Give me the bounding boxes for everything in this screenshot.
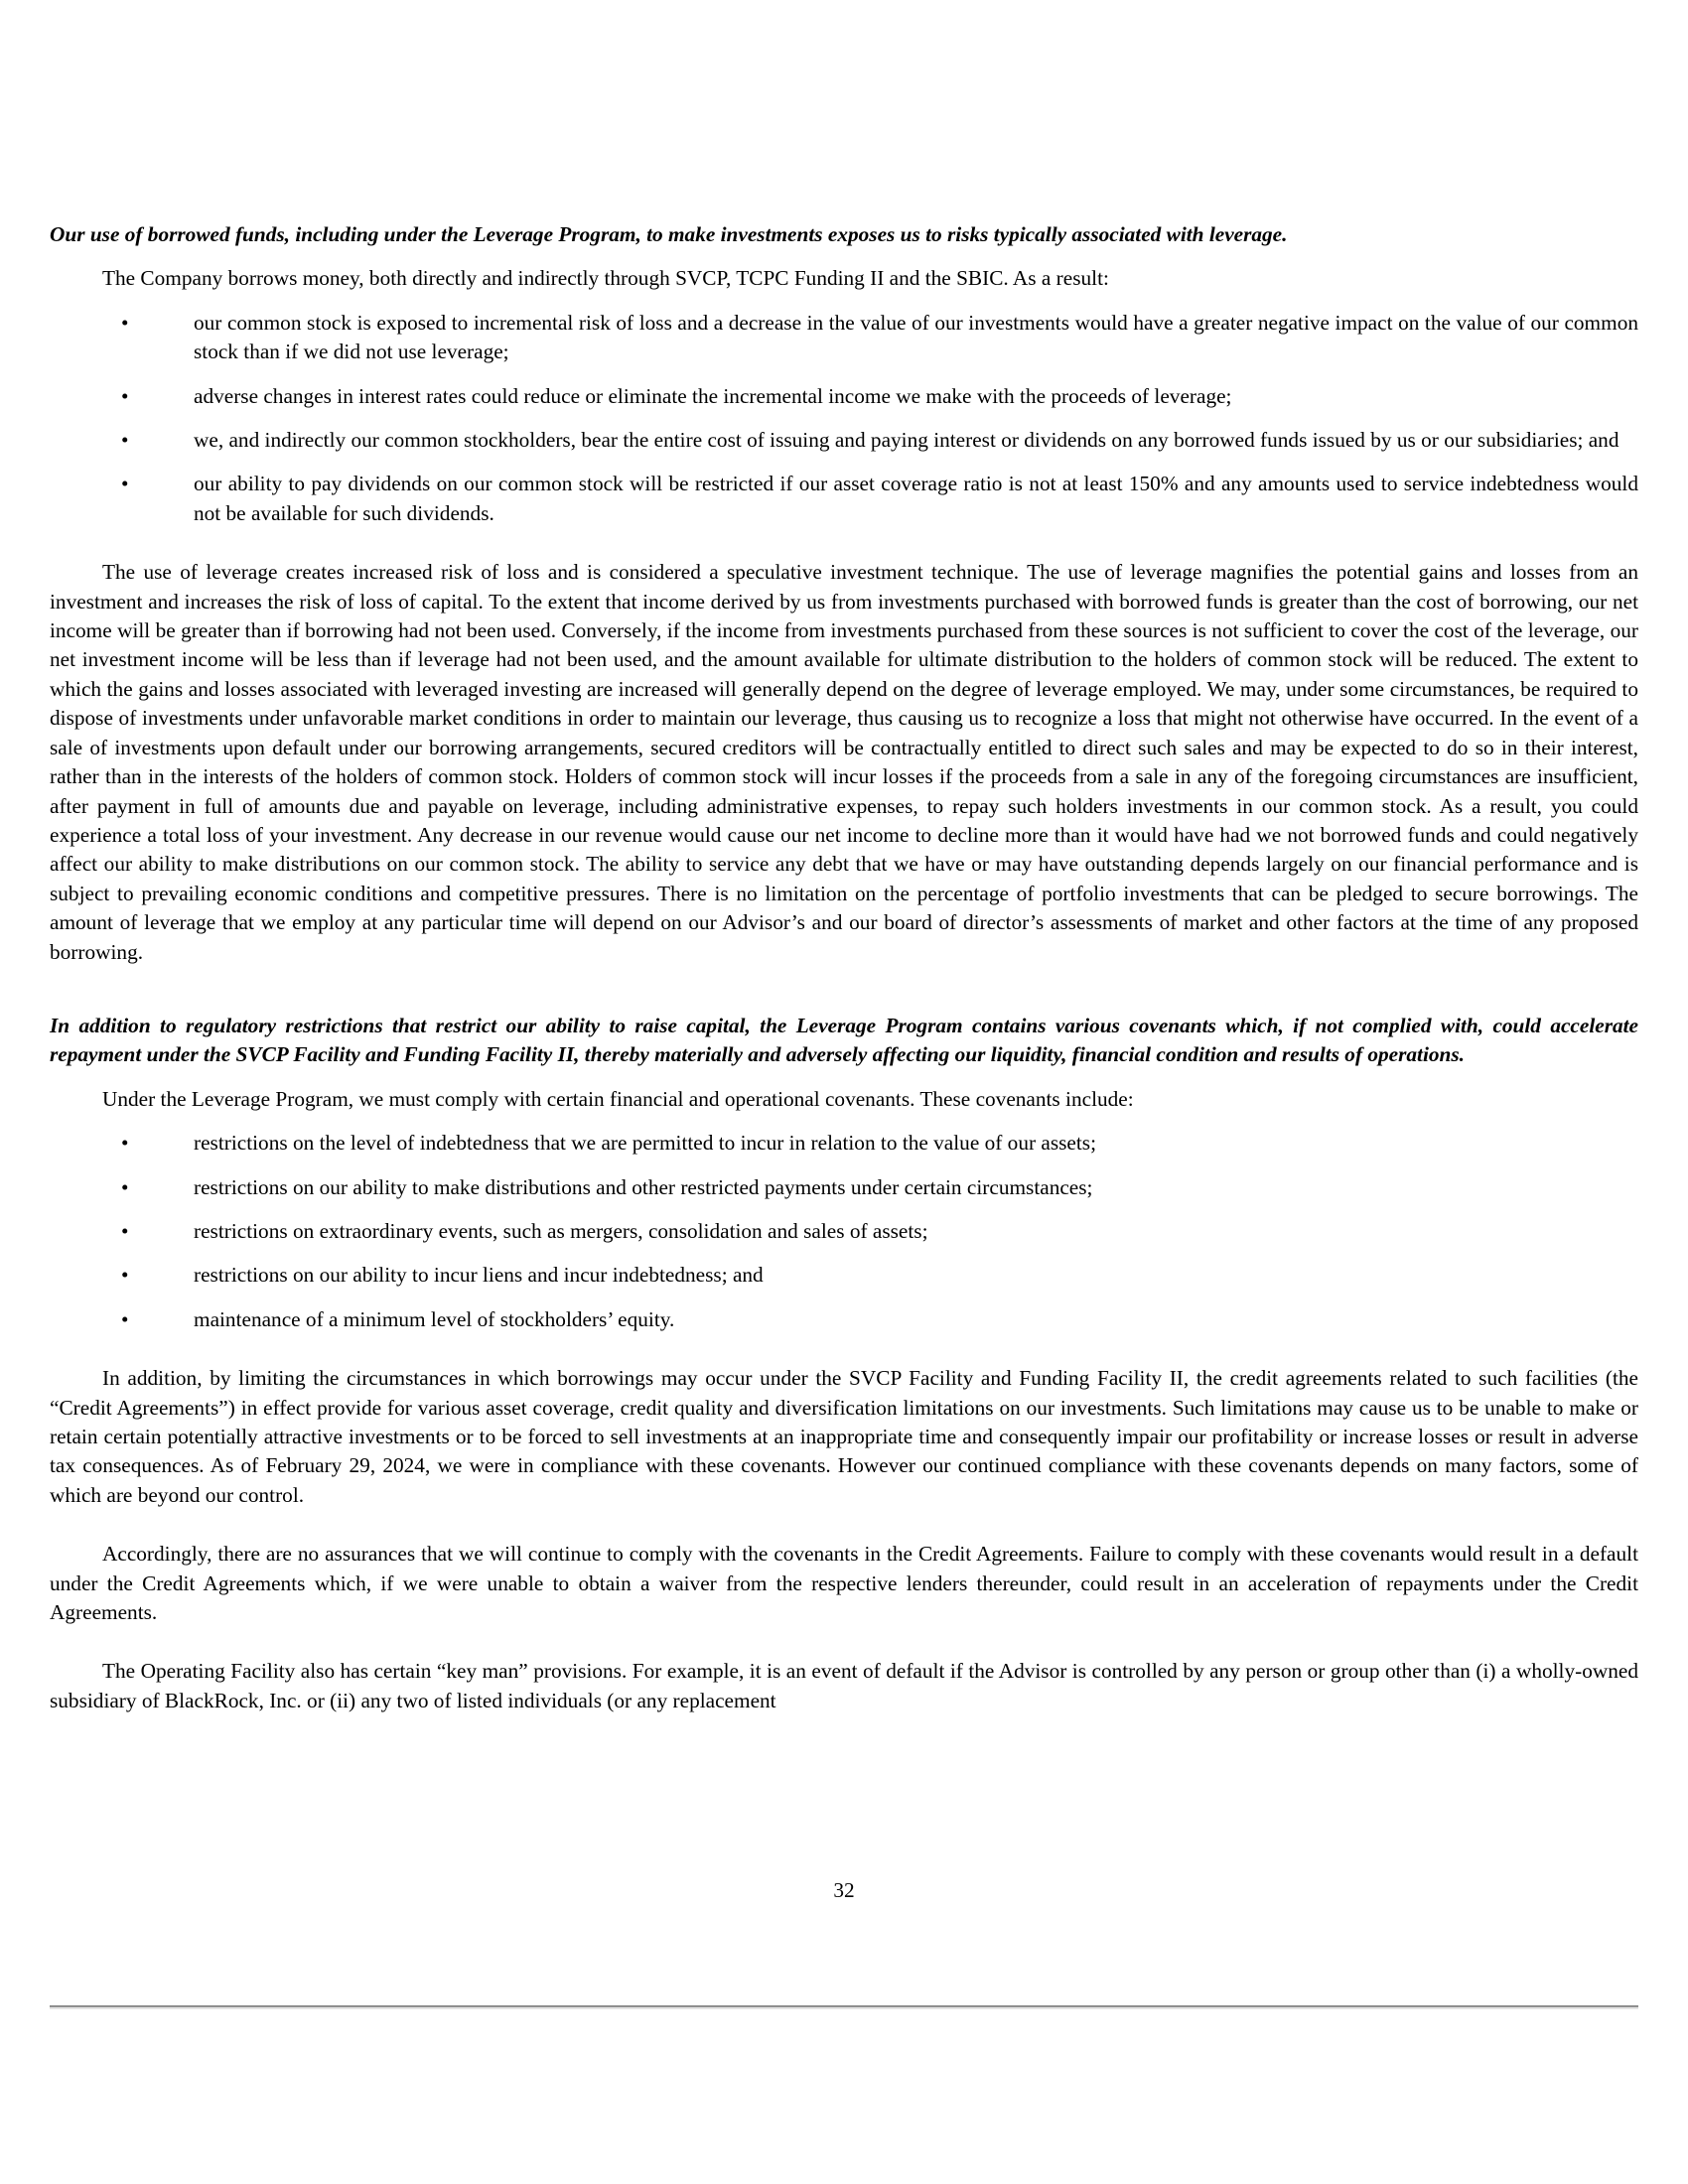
bullet-icon: • — [121, 472, 129, 496]
list-item — [50, 309, 1638, 367]
section-intro-paragraph: The Company borrows money, both directly and indirectly through SVCP, TCPC Funding II and the SBIC. As a result: — [102, 266, 1109, 291]
list-item-text: restrictions on our ability to make distributions and other restricted payments under certain circumstances; — [194, 1174, 1093, 1199]
leverage-risk-bullet-list — [50, 309, 1638, 528]
covenants-bullet-list — [50, 1129, 1638, 1334]
bullet-icon: • — [121, 310, 129, 335]
bullet-icon: • — [121, 1174, 129, 1199]
bullet-icon: • — [121, 1218, 129, 1243]
list-item — [50, 1217, 1638, 1246]
list-item — [50, 382, 1638, 411]
list-item-text: adverse changes in interest rates could reduce or eliminate the incremental income we make with the proceeds of leverage; — [194, 383, 1232, 408]
key-man-provisions-paragraph: The Operating Facility also has certain “key man” provisions. For example, it is an event of default if the Advisor is controlled by any person or group other than (i) a wholly-owned subsidiary of BlackRock, Inc. or (ii) any two of listed individuals (or any replacement — [50, 1659, 1638, 1712]
list-item — [50, 1261, 1638, 1290]
page-number: 32 — [833, 1878, 855, 1902]
document-page — [50, 220, 1638, 1715]
list-item — [50, 1173, 1638, 1202]
bullet-icon: • — [121, 1131, 129, 1156]
section-heading-covenants-risk: In addition to regulatory restrictions that restrict our ability to raise capital, the Leverage Program contains various covenants which, if not complied with, could accelerate repayment under the SVCP Facility and Funding Facility II, thereby materially and adversely affecting our liquidity, financial condition and results of operations. — [50, 1013, 1638, 1067]
list-item-text: restrictions on our ability to incur liens and incur indebtedness; and — [194, 1263, 764, 1288]
credit-agreements-paragraph: In addition, by limiting the circumstances in which borrowings may occur under the SVCP Facility and Funding Facility II, the credit agreements related to such facilities (the “Credit Agreements”) in effect provide for various asset coverage, credit quality and diversification limitations on our investments. Such limitations may cause us to be unable to make or retain certain potentially attractive investments or to be forced to sell investments at an inappropriate time and consequently impair our profitability or increase losses or result in adverse tax consequences. As of February 29, 2024, we were in compliance with these covenants. However our continued compliance with these covenants depends on many factors, some of which are beyond our control. — [50, 1366, 1638, 1507]
bullet-icon: • — [121, 1306, 129, 1331]
covenant-compliance-paragraph: Accordingly, there are no assurances that we will continue to comply with the covenants in the Credit Agreements. Failure to comply with these covenants would result in a default under the Credit Agreements which, if we were unable to obtain a waiver from the respective lenders thereunder, could result in an acceleration of repayments under the Credit Agreements. — [50, 1542, 1638, 1625]
bullet-icon: • — [121, 428, 129, 453]
list-item-text: we, and indirectly our common stockholders, bear the entire cost of issuing and paying interest or dividends on any borrowed funds issued by us or our subsidiaries; and — [194, 428, 1619, 453]
covenants-intro-paragraph: Under the Leverage Program, we must comply with certain financial and operational covenants. These covenants include: — [102, 1086, 1134, 1111]
list-item — [50, 1129, 1638, 1158]
section-heading-leverage-risk: Our use of borrowed funds, including under the Leverage Program, to make investments exposes us to risks typically associated with leverage. — [50, 222, 1288, 246]
bullet-icon: • — [121, 383, 129, 408]
list-item-text: maintenance of a minimum level of stockholders’ equity. — [194, 1306, 675, 1331]
bullet-icon: • — [121, 1263, 129, 1288]
list-item — [50, 1305, 1638, 1334]
page-footer-divider — [50, 2005, 1638, 2009]
list-item-text: our common stock is exposed to incremental risk of loss and a decrease in the value of our investments would have a greater negative impact on the value of our common stock than if we did not use leverage; — [194, 310, 1638, 364]
list-item-text: restrictions on the level of indebtedness that we are permitted to incur in relation to the value of our assets; — [194, 1131, 1096, 1156]
list-item — [50, 470, 1638, 528]
list-item-text: restrictions on extraordinary events, such as mergers, consolidation and sales of assets; — [194, 1218, 928, 1243]
leverage-risk-body-paragraph: The use of leverage creates increased risk of loss and is considered a speculative investment technique. The use of leverage magnifies the potential gains and losses from an investment and increases the risk of loss of capital. To the extent that income derived by us from investments purchased with borrowed funds is greater than the cost of borrowing, our net income will be greater than if borrowing had not been used. Conversely, if the income from investments purchased from these sources is not sufficient to cover the cost of the leverage, our net investment income will be less than if leverage had not been used, and the amount available for ultimate distribution to the holders of common stock will be reduced. The extent to which the gains and losses associated with leveraged investing are increased will generally depend on the degree of leverage employed. We may, under some circumstances, be required to dispose of investments under unfavorable market conditions in order to maintain our leverage, thus causing us to recognize a loss that might not otherwise have occurred. In the event of a sale of investments upon default under our borrowing arrangements, secured creditors will be contractually entitled to direct such sales and may be expected to do so in their interest, rather than in the interests of the holders of common stock. Holders of common stock will incur losses if the proceeds from a sale in any of the foregoing circumstances are insufficient, after payment in full of amounts due and payable on leverage, including administrative expenses, to repay such holders investments in our common stock. As a result, you could experience a total loss of your investment. Any decrease in our revenue would cause our net income to decline more than it would have had we not borrowed funds and could negatively affect our ability to make distributions on our common stock. The ability to service any debt that we have or may have outstanding depends largely on our financial performance and is subject to prevailing economic conditions and competitive pressures. There is no limitation on the percentage of portfolio investments that can be pledged to secure borrowings. The amount of leverage that we employ at any particular time will depend on our Advisor’s and our board of director’s assessments of market and other factors at the time of any proposed borrowing. — [50, 560, 1638, 964]
list-item — [50, 426, 1638, 455]
list-item-text: our ability to pay dividends on our common stock will be restricted if our asset coverage ratio is not at least 150% and any amounts used to service indebtedness would not be available for such dividends. — [194, 472, 1638, 525]
